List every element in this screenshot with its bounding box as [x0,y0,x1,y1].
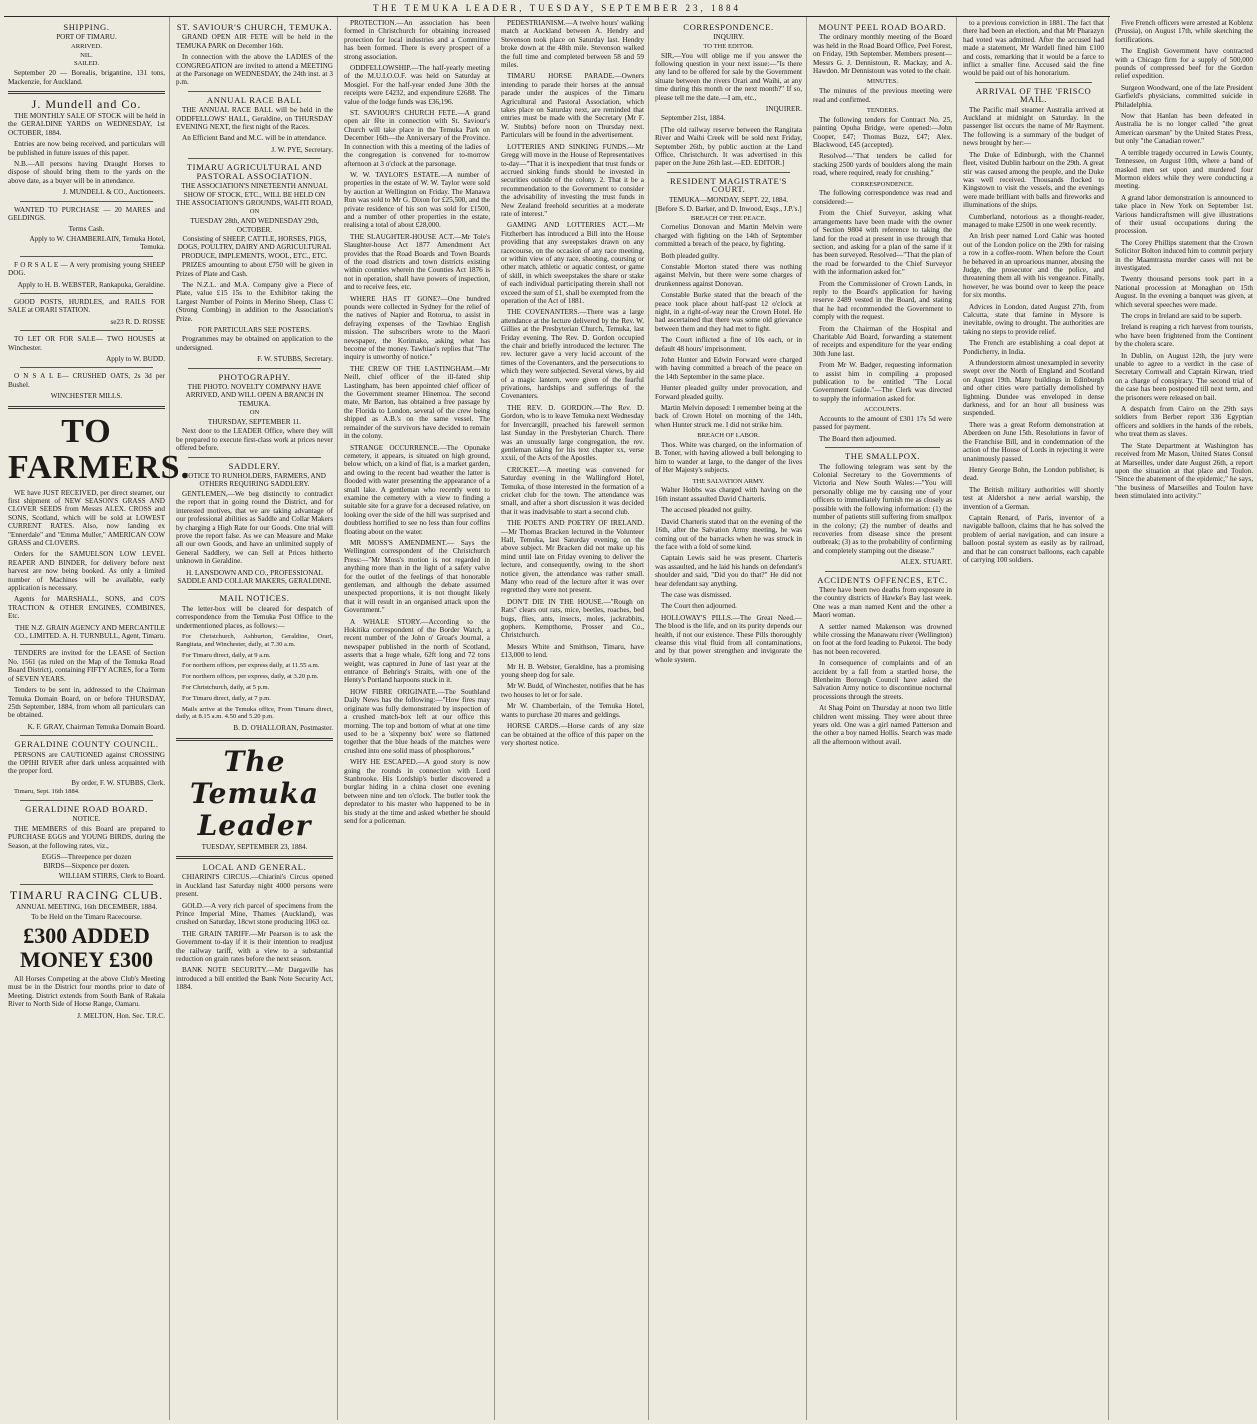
accident-item: A settler named Makenson was drowned while crossing the Manawatu river (Wellington) on foot at the ford leading to Puketoi. The body has not been recovered. [813,622,952,656]
divider [188,368,321,369]
masthead: The Temuka Leader [190,744,319,842]
photo-on: ON [249,409,260,417]
council-heading: GERALDINE COUNTY COUNCIL. [14,739,159,750]
news-item: to a previous conviction in 1881. The fact that there had been an election, and that Mr Pharazyn had voted was admitted. After the accused had made a statement, Mr Wardell fined him £100 and costs, remarking that it would be a farce to inflict a smaller fine. Accused said the fine would be paid out of his honorarium. [963,19,1104,78]
wanted-apply: Apply to W. CHAMBERLAIN, Temuka Hotel, Temuka. [29,234,165,252]
divider [975,82,1092,83]
divider [176,856,333,859]
farmers-heading: TO FARMERS. [8,412,191,486]
agri-posters: FOR PARTICULARS SEE POSTERS. [198,325,311,334]
news-item: Captain Renard, of Paris, inventor of a navigable balloon, claims that he has solved the problem of aerial navigation, and can insure a balloon postal system as easily as by railroad, and that he can construct balloons, each capable of carrying 100 soldiers. [963,513,1104,564]
news-item: WHERE HAS IT GONE?—One hundred pounds were collected in Sydney for the relief of the natives of Napier and Rotorua, to assist in defraying expenses of the Tawhiao English mission. The subscribers wrote to the Maori newspaper, the Korimako, asking what has become of the money. Tawhiao's replies that "The inquiry is unworthy of notice." [344,294,490,362]
race-ball-band: An Efficient Band and M.C. will be in attendance. [182,134,327,143]
arrival-heading: ARRIVAL OF THE 'FRISCO MAIL. [975,85,1092,105]
news-item: Mr W. Budd, of Winchester, notifies that he has two houses to let or for sale. [501,682,644,699]
sailed-label: SAILED. [73,60,100,68]
masthead-date: TUESDAY, SEPTEMBER 23, 1884. [201,842,308,851]
rmc-heading: RESIDENT MAGISTRATE'S COURT. [670,175,787,195]
saddlery-signature: H. LANSDOWN AND CO., PROFESSIONAL SADDLE AND COLLAR MAKERS, GERALDINE. [177,568,332,585]
port-heading: PORT OF TIMARU. [56,33,117,42]
news-item: TIMARU HORSE PARADE.—Owners intending to parade their horses at the annual parade under the auspices of the Timaru Agricultural and Pastoral Association, which takes place on Saturday next, are reminded that entries must be made with the Secretary (Mr F. W. Stubbs) before noon on Thursday next. Particulars will be found in the advertisement. [501,72,644,140]
photo-text: THE PHOTO. NOVELTY COMPANY HAVE ARRIVED, AND WILL OPEN A BRANCH IN TEMUKA. [185,383,324,408]
news-item: WHY HE ESCAPED.—A good story is now going the rounds in connection with Lord Stanbrooke. His Lordship's butler discovered a burglar hiding in a china closet one evening between nine and ten o'clock. The butler took the depredator to his master who happened to be in his study at the time and asked whether he should send for a policeman. [344,758,490,825]
newspaper-header: THE TEMUKA LEADER , TUESDAY, SEPTEMBER 23, 1884 [372,3,742,13]
agri-prizes: PRIZES amounting to about £750 will be given in Prizes of Plate and Cash. [176,261,333,278]
court-item: The Court inflicted a fine of 10s each, or in default 48 hours' imprisonment. [655,336,802,353]
board-item: From the Commissioner of Crown Lands, in reply to the Board's application for having reserve 2489 vested in the Board, and stating that he had recommended the Government to comply with the request. [813,279,952,322]
stock-sale: THE MONTHLY SALE OF STOCK will be held in the GERALDINE YARDS on WEDNESDAY, 1st OCTOBER, 1884. [8,112,165,137]
racing-place: To be Held on the Timaru Racecourse. [31,912,142,921]
photo-heading: PHOTOGRAPHY. [218,371,291,382]
column-1 [4,17,191,1420]
correspondence-heading: CORRESPONDENCE. [683,22,774,32]
mills-name: WINCHESTER MILLS. [50,392,123,401]
notice-birds: BIRDS—Sixpence per dozen. [43,862,130,871]
mail-heading: MAIL NOTICES. [219,593,290,604]
news-item: There was a great Reform demonstration at Aberdeen on June 15th. Resolutions in favor of the Franchise Bill, and in condemnation of the action of the House of Lords in rejecting it were unanimously passed. [963,420,1104,463]
news-item: CRICKET.—A meeting was convened for Saturday evening in the Wallingford Hotel, Temuka, of those interested in the formation of a cricket club for the town. The attendance was small, and after a short discussion it was decided that it was inadvisable to start a second club. [501,465,644,516]
letter-date: September 21st, 1884. [661,114,726,123]
news-item: Henry George Bohn, the London publisher, is dead. [963,465,1104,483]
stock-entries: Entries are now being received, and particulars will be published in future issues of this paper. [8,140,165,157]
race-ball-text: THE ANNUAL RACE BALL will be held in the ODDFELLOWS' HALL, Geraldine, on THURSDAY EVENING NEXT, the first night of the Races. [176,106,333,132]
notice-signature: WILLIAM STIRRS, Clerk to Board. [58,871,165,880]
saddlery-text: GENTLEMEN,—We beg distinctly to contradict the report that in going round the District, and for interested motives, that we are taking advantage of our professional abilities as Saddle and Collar Makers by charging a High Rate for our Goods. One trial will prove the report false. As we can Measure and Make all our own Goods, and have an unlimited supply of General Saddlery, we can Sell at Prices hitherto unknown in Geraldine. [176,489,333,566]
forsale-ad: F O R S A L E — A very promising young SHEEP DOG. [8,260,165,278]
saddlery-notice: NOTICE TO RUNHOLDERS, FARMERS, AND OTHERS REQUIRING SADDLERY. [183,472,326,489]
council-text: PERSONS are CAUTIONED against CROSSING the OPIHI RIVER after dark unless acquainted with the proper ford. [8,750,165,776]
council-signature: By order, F. W. STUBBS, Clerk. [71,778,165,787]
news-item: DON'T DIE IN THE HOUSE.—"Rough on Rats" clears out rats, mice, beetles, roaches, bed bugs, flies, ants, insects, moles, jackrabbits, gophers. Kempthorne, Prosser and Co., Christchurch. [501,597,644,640]
racing-text: All Horses Competing at the above Club's Meeting must be in the District four months prior to date of Meeting. District extends from South Bank of Rakaia River to North Side of Horse Range, Oamaru. [8,975,165,1009]
court-item: Hunter pleaded guilty under provocation, and Forward pleaded guilty. [655,384,802,401]
news-item: MR MOSS'S AMENDMENT.— Says the Wellington correspondent of the Christchurch Press:—"Mr Moss's motion is not regarded in anything more than in the light of a safety valve for the outlet of the feelings of that honorable gentleman, and although the debate assumed unexpected proportions, it is not thought likely that it will result in an organised attack upon the Government." [344,538,490,615]
tenders-text: Tenders to be sent in, addressed to the Chairman Temuka Domain Board, on or before THURSDAY, 25th September, 1884, from whom all particulars can be obtained. [8,686,165,720]
race-ball-heading: ANNUAL RACE BALL [206,94,303,105]
column-8 [1111,17,1257,1420]
board-item: From the Chairman of the Hospital and Charitable Aid Board, forwarding a statement of receipts and expenditure for the year ending 30th June last. [813,324,952,358]
saviour-heading: ST. SAVIOUR'S CHURCH, TEMUKA. [176,22,333,32]
news-item: The State Department at Washington has received from Mr Mason, United States Consul at Marseilles, under date August 26th, a report upon the situation at that place and Toulon. "Since the abatement of the epidemic," he says, "the business of Marseilles and Toulon have been stimulated into activity." [1115,441,1253,501]
divider [20,293,153,294]
news-item: LOTTERIES AND SINKING FUNDS.—Mr Gregg will move in the House of Representatives to-day—"That it is inexpedient that trust funds or accrued sinking funds should be invested in securities outside of the colony. 2. That it be a recommendation to the Government to consider the advisability of investing the trust funds in New Zealand freehold securities at a moderate rate of interest." [501,142,644,218]
local-heading: LOCAL AND GENERAL. [202,861,307,872]
photo-date: THURSDAY, SEPTEMBER 11. [207,418,302,427]
news-item: The crops in Ireland are said to be superb. [1121,312,1242,320]
sailed-text: September 20 — Borealis, brigantine, 131 tons, Mackenzie, for Auckland. [8,69,165,86]
news-item: W. W. TAYLOR'S ESTATE.—A number of properties in the estate of W. W. Taylor were sold by auction at Wellington on Friday. The Manawa Run was sold to Mr G. Dixon for £25,500, and the private residence of his son was sold for £1500, and a number of other properties in the estate, realising a total of about £28,000. [344,170,490,230]
news-item: THE CREW OF THE LASTINGHAM.—Mr Neill, chief officer of the ill-fated ship Lastingham, has been appointed chief officer of the Government steamer Hinemoa. The second mate, Mr Barton, has obtained a free passage by the Florida to London, several of the crew being shipped as A.B.'s on the same vessel. The remainder of the survivors have decided to remain in the colony. [344,364,490,441]
notice-text: THE MEMBERS of this Board are prepared to PURCHASE EGGS and YOUNG BIRDS, during the Season, at the following rates, viz., [8,824,165,850]
board-item: Accounts to the amount of £301 17s 5d were passed for payment. [813,415,952,432]
mail-line: For Timaru direct, daily, at 7 p.m. [182,694,271,702]
posts-ad: GOOD POSTS, HURDLES, and RAILS FOR SALE at ORARI STATION. [8,297,165,315]
news-item: PROTECTION.—An association has been formed in Christchurch for obtaining increased protection for local industries and a Committee has been formed. There is every prospect of a strong association. [344,19,490,61]
agri-consisting: Consisting of SHEEP, CATTLE, HORSES, PIGS, DOGS, POULTRY, DAIRY AND AGRICULTURAL PRODUCE, IMPLEMENTS, WOOL, ETC., ETC. [177,234,332,260]
rmc-date: TEMUKA—MONDAY, SEPT. 22, 1884. [668,195,789,204]
news-item: ST. SAVIOUR'S CHURCH FETE.—A grand open air fête in connection with St. Saviour's Church will take place in the Temuka Park on December 16th—the Anniversary of the Province. In connection with this a meeting of the ladies of the congregation is convened for to-morrow afternoon at 3 o'clock at the parsonage. [344,109,490,168]
divider [825,571,940,572]
agri-nzl: The N.Z.L. and M.A. Company give a Piece of Plate, value £15 15s to the Exhibitor taking the Largest Number of Points in Merino Sheep, Class C (Strong Combing) in addition to the Association's Prize. [176,280,333,323]
news-item: HOW FIBRE ORIGINATE.—The Southland Daily News has the following:—"How fires may originate was fully demonstrated by inspection of a crushed match-box left at our office this morning. The top and bottom of what at one time used to be a 'sixpenny box' were so flattened together that the blue heads of the matches were crushed into one solid mass of phosphorous." [344,687,490,755]
court-item: Constable Morton stated there was nothing against Melvin, but there were some charges of drunkenness against Donovan. [655,262,802,288]
notice-heading: NOTICE. [72,815,101,824]
news-item: Now that Hanlan has been defeated in Australia he is no longer called "the great American oarsman" by the United States Press, but only "the Canadian rower." [1115,112,1253,146]
court-item: Constable Burke stated that the breach of the peace took place about half-past 12 o'clock at night, in a right-of-way near the Crown Hotel. He had ascertained that there was some old grievance between them and they had met to fight. [655,291,802,333]
column-6 [809,17,957,1420]
smallpox-text: The following telegram was sent by the Colonial Secretary to the Governments of Victoria and New South Wales:—"You will personally oblige me by causing one of your officers to immediately furnish me as closely as possible with the following information: (1) the number of patients still suffering from smallpox in the colony; (2) the number of deaths and recoveries from disease since the present outbreak; (3) as to the probability of confirming and completely stamping out the disease." [813,462,952,555]
mail-signature: B. D. O'HALLORAN, Postmaster. [233,724,333,733]
racing-signature: J. MELTON, Hon. Sec. T.R.C. [77,1011,165,1020]
news-item: THE SLAUGHTER-HOUSE ACT.—Mr Tole's Slaughter-house Act 1877 Amendment Act provides that the Road Boards and Town Boards of the road districts and town districts existing within counties wherein the Counties Act 1876 is not in operation, shall have powers of inspection, and to receive fees, etc. [344,232,490,292]
saddlery-heading: SADDLERY. [228,460,281,471]
news-item: A terrible tragedy occurred in Lewis County, Tennessee, on August 10th, where a band of masked men set upon and murdered four Mormon elders while they were conducting a meeting. [1115,148,1253,191]
wanted-terms: Terms Cash. [68,225,105,234]
letter-signature: INQUIRER. [765,105,802,114]
news-item: In Dublin, on August 12th, the jury were unable to agree to a verdict in the case of Secretary Cornwall and Captain Kirwan, tried on a charge of conspiracy. The second trial of the case has been postponed till next term, and the prisoners were released on bail. [1115,351,1253,402]
news-item: Surgeon Woodward, one of the late President Garfield's physicians, committed suicide in Philadelphia. [1115,83,1253,109]
local-item: THE GRAIN TARIFF.—Mr Pearson is to ask the Government to-day if it is their intention to readjust the railway tariff, with a view to a substantial reduction on grain rates before the next season. [176,929,333,964]
news-item: Advices in London, dated August 27th, from Calcutta, state that famine in Mysore is inevitable, owing to drought. The authorities are taking no steps to provide relief. [963,302,1104,336]
letter-text: SIR,—You will oblige me if you answer the following question in your next issue:—"Is there any land to be offered for sale by the Government situate between the rivers Orari and Waihi, at any time during this month or the next month?" If so, please tell me the date.—I am, etc., [655,51,802,102]
news-item: A despatch from Cairo on the 29th says soldiers from Berber report 336 Egyptian officers and soldiers in the hands of the rebels, who treat them as slaves. [1115,405,1253,439]
mail-line: For Christchurch, daily, at 5 p.m. [182,683,270,691]
news-item: HORSE CARDS.—Horse cards of any size can be obtained at the office of this paper on the very shortest notice. [501,722,644,747]
tolet-apply: Apply to W. BUDD. [106,354,165,363]
column-2 [172,17,338,1420]
accident-item: In consequence of complaints and of an accident by a fall from a startled horse, the Blenheim Borough Council have asked the Salvation Army notice to discontinue nocturnal processions through the streets. [813,659,952,701]
race-ball-signature: J. W. PYE, Secretary. [271,145,333,154]
accounts-heading: ACCOUNTS. [863,406,902,414]
agri-on: ON [249,208,260,216]
board-item: The ordinary monthly meeting of the Board was held in the Road Board Office, Peel Forest, on Friday, 19th September. Members present—Messrs G. J. Dennistoun, R. Mackay, and A. Hawdon. Mr Dennistoun was voted to the chair. [813,33,952,76]
army-heading: THE SALVATION ARMY. [692,477,765,485]
news-item: Five French officers were arrested at Koblenz (Prussia), on August 17th, while sketching the fortifications. [1115,19,1253,44]
news-item: THE REV. D. GORDON.—The Rev. D. Gordon, who is to leave Temuka next Wednesday for Invercargill, preached his farewell sermon last Sunday in the Presbyterian Church. There was an unusually large congregation, the rev. gentleman taking for his text chapter xx, verse xxxii, of the Acts of the Apostles. [501,403,644,463]
mail-text: The letter-box will be cleared for despatch of correspondence from the Temuka Post Office to the undermentioned places, as follows:— [176,604,333,630]
news-item: THE COVENANTERS.—There was a large attendance at the lecture delivered by the Rev. W. Gillies at the Presbyterian Church, Temuka, last Friday evening. The Rev. D. Gordon occupied the chair and briefly introduced the lecturer. The rev. lecturer gave a very lucid account of the times of the Covenanters, and the persecutions to which they were subjected. Several views, by aid of a magic lantern, were given of the fearful privations, hardships and sufferings of the Covenanters. [501,308,644,401]
farmers-signature: THE N.Z. GRAIN AGENCY AND MERCANTILE CO., LIMITED. A. H. TURNBULL, Agent, Timaru. [14,623,165,641]
mundell-heading: J. Mundell and Co. [31,97,142,112]
farmers-orders: Orders for the SAMUELSON LOW LEVEL REAPER AND BINDER, for delivery before next harvest are now being booked. As only a limited number of Machines will be available, early application is necessary. [8,550,165,593]
correspondence-heading: CORRESPONDENCE. [851,180,914,188]
stock-nb: N.B.—All persons having Draught Horses to dispose of should bring them to the yards on the above date, as a buyer will be in attendance. [8,160,165,185]
board-item: The Board then adjourned. [819,434,897,443]
board-item: The following tenders for Contract No. 25, painting Opuha Bridge, were opened:—John Cooper, £47; Thomas Buzz, £47; Alex. Blackwood, £45 (accepted). [813,115,952,150]
minutes-heading: MINUTES. [867,78,898,86]
mail-line: For northern offices, per express daily, at 11.55 a.m. [182,662,320,670]
news-item: ODDFELLOWSHIP.—The half-yearly meeting of the M.U.I.O.O.F. was held on Saturday at Mosgiel. For the half-year ended June 30th the receipts were £4232, and expenditure £2688. The value of the lodge funds was £36,196. [344,64,490,106]
agri-programmes: Programmes may be obtained on application to the undersigned. [176,335,333,352]
inquiry-heading: INQUIRY. [713,33,744,42]
mail-line: For Christchurch, Ashburton, Geraldine, Orari, Rangitata, and Winchester, daily, at 7.30 a.m. [176,632,333,648]
news-item: Messrs White and Smithson, Timaru, have £13,000 to lend. [501,642,644,660]
mail-line: Mails arrive at the Temuka office, From Timaru direct, daily, at 8.15 a.m. 4.50 and 5.20 p.m. [176,705,333,721]
divider [667,172,790,173]
column-3 [340,17,495,1420]
news-item: A thunderstorm almost unexampled in severity swept over the North of England and Scotland on August 19th. Many buildings in Edinburgh and other cities were partially demolished by lightning. Dundee was enveloped in dense darkness, and for an hour all business was suspended. [963,359,1104,418]
accident-item: At Shag Point on Thursday at noon two little children went missing. They were about three years old. One was a girl named Patterson and the other a boy named Hollis. Search was made all the afternoon without avail. [813,704,952,746]
racing-meeting: ANNUAL MEETING, 16th DECEMBER, 1884. [15,903,158,912]
divider [176,738,333,741]
court-item: Both pleaded guilty. [661,251,720,260]
agri-heading: TIMARU AGRICULTURAL AND PASTORAL ASSOCIATION. [186,162,323,181]
smallpox-heading: THE SMALLPOX. [844,451,921,462]
local-item: GOLD.—A very rich parcel of specimens from the Prince Imperial Mine, Thames (Auckland), was crushed on Saturday, 18cwt stone producing 1063 oz. [176,901,333,927]
board-item: The following correspondence was read and considered:— [813,189,952,206]
local-item: CHIARINI'S CIRCUS.—Chiarini's Circus opened in Auckland last Saturday night 4000 persons were present. [176,873,333,899]
news-item: The French are establishing a coal depot at Pondicherry, in India. [963,339,1104,356]
news-item: A grand labor demonstration is announced to take place in New York on September 1st. Various handicraftsmen will give illustrations of their usual occupations during the procession. [1115,193,1253,236]
court-item: Cornelius Donovan and Martin Melvin were charged with fighting on the 14th of September committed a breach of the peace, by fighting. [655,223,802,249]
photo-more: Next door to the LEADER Office, where they will be prepared to execute first-class work at prices never offered before. [176,427,333,453]
tenders-ad: TENDERS are invited for the LEASE of Section No. 1561 (as ruled on the Map of the Temuka Road Board District), containing FIFTY ACRES, for a Term of SEVEN YEARS. [8,649,166,683]
added-money-heading: £300 ADDED MONEY £300 [19,923,153,973]
farmers-text: WE have JUST RECEIVED, per direct steamer, our first shipment of NEW SEASON'S GRASS AND CLOVER SEEDS from Messrs ALEX. CROSS and SONS, Scotland, which will be sold at LOWEST CURRENT RATES. Also, now landing ex "Ennerdale" and "Emma Muller," AMERICAN COW GRASS and CLOVERS. [8,488,165,548]
board-item: Resolved—"That tenders be called for stacking 2500 yards of boulders along the main road, where required, ready for crushing." [813,152,952,178]
column-4 [497,17,649,1420]
court-item: David Charteris stated that on the evening of the 16th, after the Salvation Army meeting, he was coming out of the barracks when he was struck in the face with a fold of some kind. [655,517,802,551]
news-item: An Irish peer named Lord Cahir was hooted out of the London police on the 29th for raising a row in a coffee-room. When before the Court he behaved in an uproarious manner, abusing the Judge, the prosecutor and the police, and threatening them all with his vengeance. Finally, however, he was bound over to keep the peace for six months. [963,232,1104,300]
divider [20,367,153,368]
news-item: THE POETS AND POETRY OF IRELAND.—Mr Thomas Bracken lectured in the Volunteer Hall, Temuka, last Saturday evening, on the above subject. Mr Bracken did not make up his mind until late on Friday evening to deliver the lecture, and consequently, owing to the short notice given, the attendance was rather small. Many who read of the lecture after it was over regretted they were not present. [501,519,644,595]
divider [188,457,321,458]
newspaper-page [4,16,1253,1420]
court-item: The Court then adjourned. [661,602,737,611]
tenders-heading: TENDERS. [866,107,899,115]
divider [8,91,165,94]
mail-line: For northern offices, per express, daily, at 3.20 p.m. [182,673,319,681]
roadboard-heading: GERALDINE ROAD BOARD. [25,803,148,814]
local-item: BANK NOTE SECURITY.—Mr Dargaville has introduced a bill entitled the Bank Note Security Act, 1884. [176,966,333,992]
board-item: From the Chief Surveyor, asking what arrangements have been made with the owner of Section 9804 with reference to taking the land for the road at present in use through that section, and asking for a plan of the same if it has been surveyed. Resolved—"That the plan of the road be forwarded to the Chief Surveyor with the information asked for." [813,209,952,277]
news-item: Mr W. Chamberlain, of the Temuka Hotel, wants to purchase 20 mares and geldings. [501,702,644,719]
divider [20,884,153,885]
news-item: Ireland is reaping a rich harvest from tourists, who have been frightened from the Continent by the cholera scare. [1115,323,1253,349]
breach-heading: BREACH OF THE PEACE. [690,214,767,222]
news-item: The English Government have contracted with a Chicago firm for a supply of 500,000 pounds of compressed beef for the Gordon relief expedition. [1115,47,1253,81]
news-item: The Pacific mail steamer Australia arrived at Auckland at midnight on Saturday. In the passenger list occurs the name of Mr Rayment. The following is a summary of the budget of news brought by her:— [963,105,1104,148]
agri-signature: F. W. STUBBS, Secretary. [257,355,333,364]
divider [188,158,321,159]
news-item: The British military authorities will shortly test at Aldershot a new aerial warship, the invention of a German. [963,485,1104,511]
news-item: Twenty thousand persons took part in a National procession at Monaghan on 15th August. In the evening a banquet was given, at which several speeches were made. [1115,275,1253,309]
tenders-signature: K. F. GRAY, Chairman Temuka Domain Board. [27,722,165,731]
news-item: Cumberland, notorious as a thought-reader, managed to make £2500 in one week recently. [963,212,1104,229]
divider [20,201,153,202]
court-item: The accused pleaded not guilty. [661,506,752,515]
divider [188,91,321,92]
column-5 [651,17,807,1420]
news-item: The Duke of Edinburgh, with the Channel fleet, visited Dublin harbour on the 29th. A great stir was caused among the people, and the Duke was well received. Thousands flocked to Kingstown to visit the vessels, and the evenings were made brilliant with balls and fireworks and illuminations of the ships. [963,150,1104,210]
arrived-nil: NIL. [80,51,93,59]
court-item: Martin Melvin deposed: I remember being at the back of Crown Hotel on morning of the 14th, when Hunter struck me. I did not strike him. [655,404,802,429]
arrived-label: ARRIVED. [71,42,102,50]
court-item: Thos. White was charged, on the information of B. Toner, with having allowed a bull belonging to him to wander at large, to the danger of the lives of Her Majesty's subjects. [655,441,802,475]
divider [20,256,153,257]
stock-signature: J. MUNDELL & CO., Auctioneers. [63,188,165,197]
header-date: TUESDAY, SEPTEMBER 23, 1884 [529,3,742,13]
to-editor: TO THE EDITOR. [703,42,754,50]
news-item: Mr H. B. Webster, Geraldine, has a promising young sheep dog for sale. [501,662,644,680]
smallpox-signature: ALEX. STUART. [900,558,952,567]
news-item: GAMING AND LOTTERIES ACT.—Mr Fitzherbert has introduced a Bill into the House providing that any sweepstakes drawn on any racecourse, on the occasion of any race meeting, or within view of any race, shooting, coursing or other match, athletic or aquatic contest, or game of skill, in which sweepstakes the share or stake of each individual participating therein shall not exceed the sum of £1, shall be exempted from the operation of the Act of 1881. [501,221,644,305]
shipping-heading: SHIPPING. [63,22,110,32]
divider [8,406,165,409]
fete-ad: GRAND OPEN AIR FETE will be held in the TEMUKA PARK on December 16th. [176,33,333,50]
column-7 [959,17,1109,1420]
divider [825,447,940,448]
mail-line: For Timaru direct, daily, at 9 a.m. [182,651,271,659]
agri-date: TUESDAY 28th, AND WEDNESDAY 29th, OCTOBER. [190,217,319,234]
board-item: From Mr W. Badger, requesting information to assist him in compiling a proposed publication to be entitled "The Local Government Guide."—The Clerk was directed to supply the information asked for. [813,361,952,403]
news-item: The Corey Phillips statement that the Crown Solicitor Bolton induced him to commit perjury in the Maamtrasna murder cases will not be investigated. [1115,238,1253,272]
editor-note: [The old railway reserve between the Rangitata River and Waihi Creek will be sold next Friday, September 26th, by public auction at the Land Office, Christchurch. It was advertised in this paper on the June 26th last.—ED. EDITOR.] [655,125,802,168]
news-item: STRANGE OCCURRENCE.—The Opunake cemetery, it appears, is situated on high ground, below which, on a kind of flat, is a market garden, and owing to the recent bad weather the latter is flooded with water presenting the appearance of a small lake. A gentleman who recently went to examine the cemetery with a view to finding a suitable site for a grave for a deceased relative, on looking over the side of the hill was surprised and doubtless horrified to see no less than four coffins floating about on the water. [344,443,490,536]
accidents-heading: ACCIDENTS OFFENCES, ETC. [817,574,948,585]
court-item: The case was dismissed. [661,590,732,599]
onsale-ad: O N S A L E— CRUSHED OATS, 2s 3d per Bushel. [8,372,165,389]
divider [20,735,153,736]
labor-heading: BREACH OF LABOR. [697,432,760,440]
council-date: Timaru, Sept. 16th 1884. [14,788,80,796]
mount-peel-heading: MOUNT PEEL ROAD BOARD. [818,22,947,32]
news-item: A WHALE STORY.—According to the Hokitika correspondent of the Border Watch, a recent number of the John o' Groat's Journal, a newspaper published in the north of Scotland, asserts that a huge whale, 62ft long and 72 tons weight, was captured in June of last year at the entrance of Behring's Straits, with one of the Henty's Portland harpoons stuck in it. [344,617,490,685]
fete-text: In connection with the above the LADIES of the CONGREGATION are invited to attend a MEETING at the Parsonage on WEDNESDAY, the 24th inst. at 3 p.m. [176,53,333,87]
news-item: PEDESTRIANISM.—A twelve hours' walking match at Auckland between A. Hendry and Stevenson took place on Saturday last. Hendry broke down at the 48th mile. Stevenson walked the full time and completed between 58 and 59 miles. [501,19,644,70]
rmc-before: [Before S. D. Barker, and D. Inwood, Esqs., J.P.'s.] [655,205,802,214]
header-title: THE TEMUKA LEADER [372,3,520,13]
farmers-agents: Agents for MARSHALL, SONS, and CO'S TRACTION & OTHER ENGINES, COMBINES, Etc. [8,595,165,621]
divider [20,330,153,331]
court-item: Walter Hobbs was charged with having on the 16th instant assaulted David Charteris. [655,486,802,503]
court-item: John Hunter and Edwin Forward were charged with having committed a breach of the peace on the 14th September in the same place. [655,356,802,381]
forsale-apply: Apply to H. B. WEBSTER, Rankapuka, Geraldine. [17,280,165,289]
board-item: The minutes of the previous meeting were read and confirmed. [813,87,952,104]
racing-heading: TIMARU RACING CLUB. [9,888,164,903]
posts-signature: se23 R. D. ROSSE [110,317,165,326]
divider [20,800,153,801]
notice-eggs: EGGS—Threepence per dozen [41,853,132,861]
wanted-ad: WANTED TO PURCHASE — 20 MARES and GELDINGS. [8,205,165,223]
holloway-ad: HOLLOWAY'S PILLS.—The Great Need.—The blood is the life, and on its purity depends our health, if not our existence. These Pills thoroughly cleanse this vital fluid from all contaminations, and by that power strengthen and invigorate the whole system. [655,613,802,664]
tolet-ad: TO LET OR FOR SALE— TWO HOUSES at Winchester. [8,335,165,352]
accident-item: There have been two deaths from exposure in the country districts of Hawke's Bay last week. One was a man named Kent and the other a Maori woman. [813,585,952,620]
court-item: Captain Lewis said he was present. Charteris was assaulted, and he laid his hands on defendant's shoulder and said, "Did you do that?" He did not hear defendant say anything. [655,554,802,588]
divider [188,589,321,590]
divider [20,644,153,645]
agri-show: THE ASSOCIATION'S NINETEENTH ANNUAL SHOW OF STOCK, ETC., WILL BE HELD ON THE ASSOCIATION'S GROUNDS, WAI-ITI ROAD, [176,182,333,207]
